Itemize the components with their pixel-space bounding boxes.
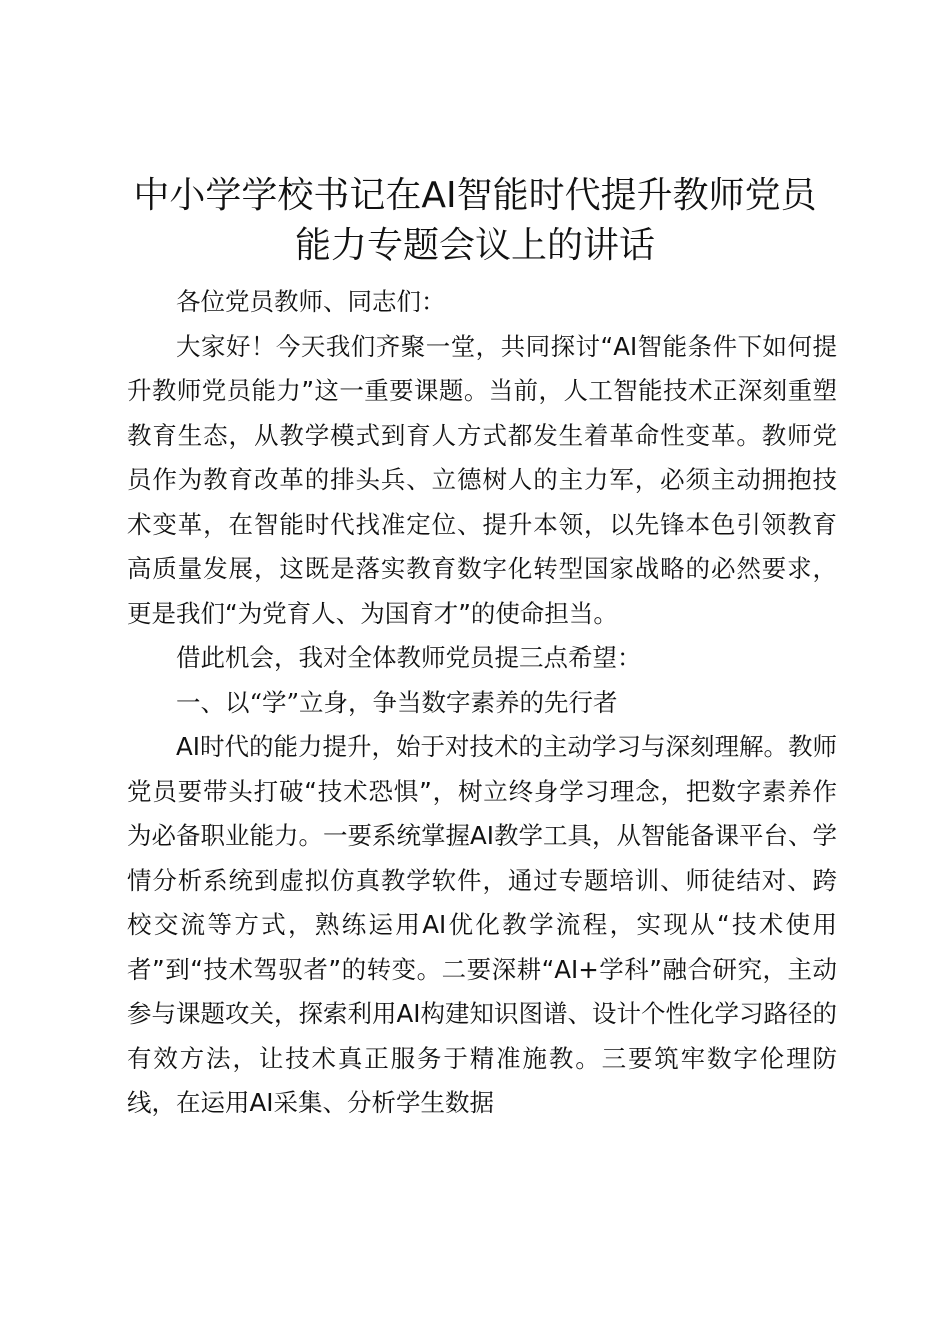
document-title-line-2: 能力专题会议上的讲话	[294, 225, 655, 266]
paragraph-section-1: AI时代的能力提升，始于对技术的主动学习与深刻理解。教师党员要带头打破“技术恐惧”，树立终身学习理念，把数字素养作为必备职业能力。一要系统掌握AI教学工具，从智能备课平台、学情分析系统到虚拟仿真教学软件，通过专题培训、师徒结对、跨校交流等方式，熟练运用AI优化教学流程，实现从“技术使用者”到“技术驾驭者”的转变。二要深耕“AI+学科”融合研究，主动参与课题攻关，探索利用AI构建知识图谱、设计个性化学习路径的有效方法，让技术真正服务于精准施教。三要筑牢数字伦理防线，在运用AI采集、分析学生数据	[127, 732, 837, 1117]
document-title-line-1: 中小学学校书记在AI智能时代提升教师党员	[133, 175, 817, 216]
document-body	[127, 280, 837, 1126]
section-heading-1: 一、以“学”立身，争当数字素养的先行者	[176, 687, 618, 717]
paragraph-introduction: 大家好！今天我们齐聚一堂，共同探讨“AI智能条件下如何提升教师党员能力”这一重要课题。当前，人工智能技术正深刻重塑教育生态，从教学模式到育人方式都发生着革命性变革。教师党员作为教育改革的排头兵、立德树人的主力军，必须主动拥抱技术变革，在智能时代找准定位、提升本领，以先锋本色引领教育高质量发展，这既是落实教育数字化转型国家战略的必然要求，更是我们“为党育人、为国育才”的使命担当。	[127, 331, 837, 628]
paragraph-transition: 借此机会，我对全体教师党员提三点希望：	[176, 643, 642, 672]
salutation: 各位党员教师、同志们：	[176, 287, 446, 316]
